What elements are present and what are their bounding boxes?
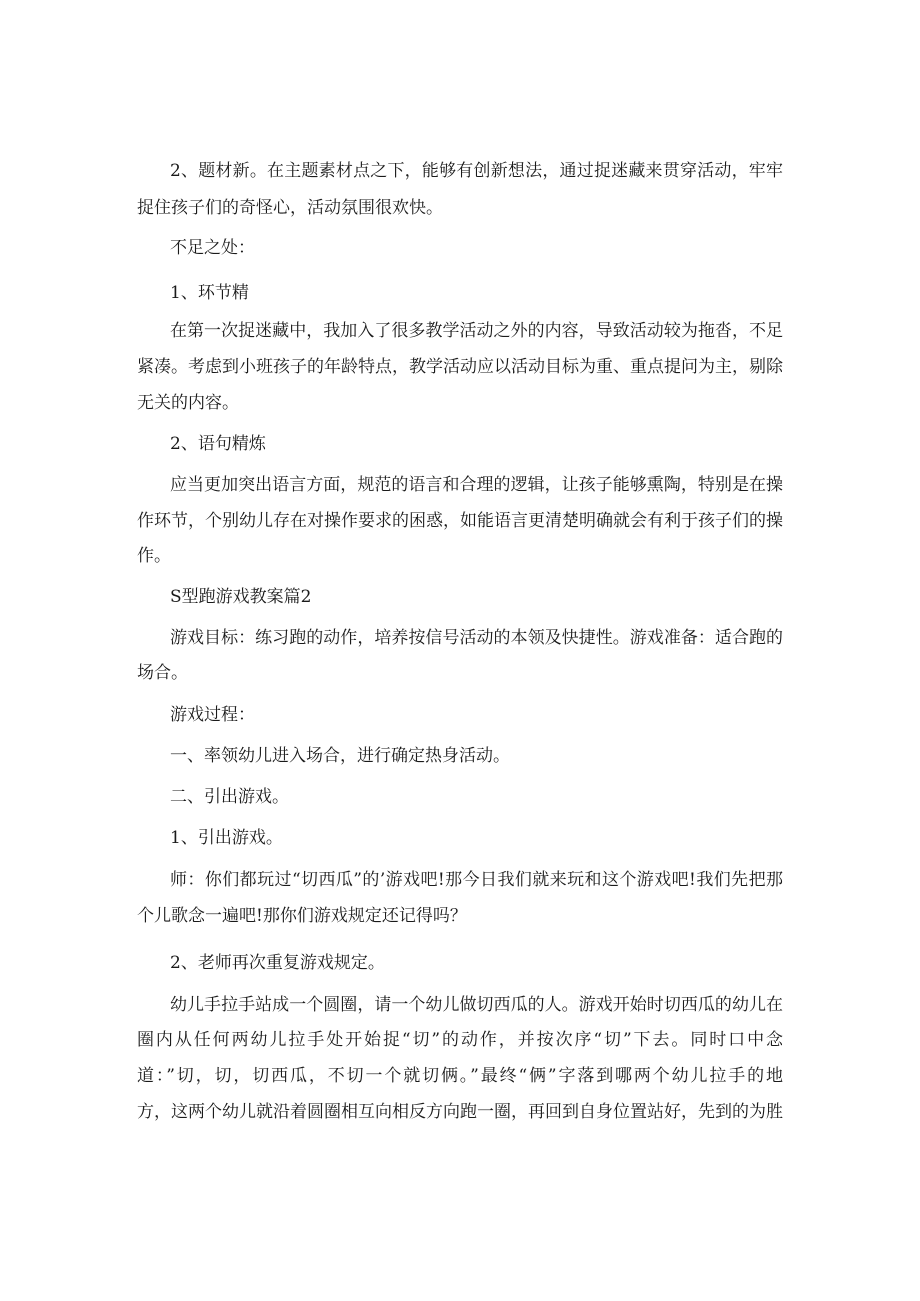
section-heading: 1、环节精 (170, 283, 249, 303)
paragraph-line: 作环节，个别幼儿存在对操作要求的困惑，如能语言更清楚明确就会有利于孩子们的操 (137, 511, 783, 531)
paragraph-line: 1、引出游戏。 (170, 828, 283, 848)
paragraph-line: 在第一次捉迷藏中，我加入了很多教学活动之外的内容，导致活动较为拖沓，不足 (170, 321, 783, 341)
paragraph-line: 方，这两个幼儿就沿着圆圈相互向相反方向跑一圈，再回到自身位置站好，先到的为胜 (137, 1102, 783, 1122)
paragraph-line: 圈内从任何两幼儿拉手处开始捉“切”的动作，并按次序“切”下去。同时口中念 (137, 1030, 783, 1050)
section-heading: 不足之处： (170, 238, 255, 258)
paragraph-line: 无关的内容。 (137, 393, 239, 413)
document-title: S型跑游戏教案篇2 (170, 587, 312, 607)
paragraph-line: 捉住孩子们的奇怪心，活动氛围很欢快。 (137, 198, 443, 218)
paragraph-line: 紧凑。考虑到小班孩子的年龄特点，教学活动应以活动目标为重、重点提问为主，剔除 (137, 357, 783, 377)
section-heading: 游戏过程： (170, 705, 255, 725)
paragraph-line: 幼儿手拉手站成一个圆圈，请一个幼儿做切西瓜的人。游戏开始时切西瓜的幼儿在 (170, 995, 783, 1015)
paragraph-line: 游戏目标：练习跑的动作，培养按信号活动的本领及快捷性。游戏准备：适合跑的 (170, 628, 783, 648)
paragraph-line: 师：你们都玩过“切西瓜”的’游戏吧!那今日我们就来玩和这个游戏吧!我们先把那 (170, 870, 783, 890)
paragraph-line: 作。 (137, 546, 171, 566)
paragraph-line: 一、率领幼儿进入场合，进行确定热身活动。 (170, 746, 510, 766)
paragraph-line: 二、引出游戏。 (170, 787, 289, 807)
paragraph-line: 2、老师再次重复游戏规定。 (170, 953, 385, 973)
paragraph-line: 个儿歌念一遍吧!那你们游戏规定还记得吗？ (137, 906, 467, 926)
paragraph-line: 场合。 (137, 663, 188, 683)
paragraph-line: 应当更加突出语言方面，规范的语言和合理的逻辑，让孩子能够熏陶，特别是在操 (170, 475, 783, 495)
section-heading: 2、语句精炼 (170, 434, 266, 454)
paragraph-line: 道：”切，切，切西瓜，不切一个就切俩。”最终“俩”字落到哪两个幼儿拉手的地 (137, 1066, 783, 1086)
paragraph-line: 2、题材新。在主题素材点之下，能够有创新想法，通过捉迷藏来贯穿活动，牢牢 (170, 161, 783, 181)
